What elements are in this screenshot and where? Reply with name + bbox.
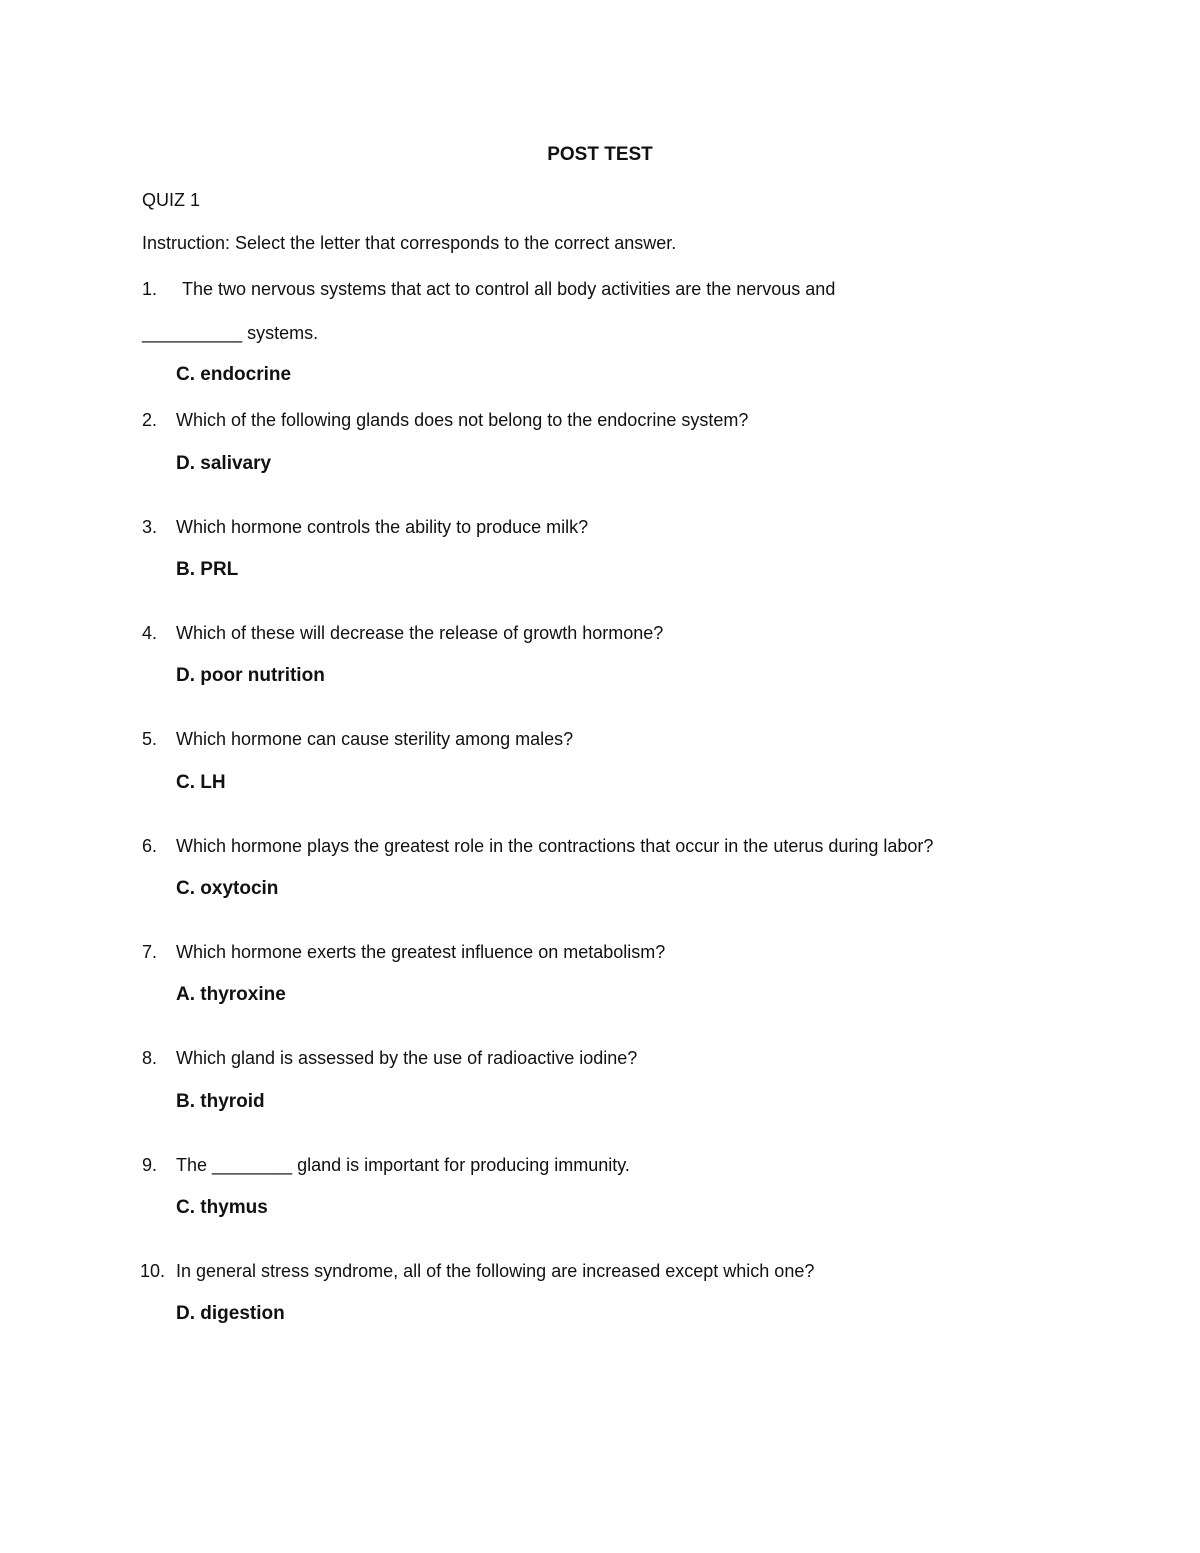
question-text: Which hormone plays the greatest role in the contractions that occur in the uterus during labor? bbox=[176, 836, 934, 856]
question-number: 10. bbox=[140, 1261, 166, 1281]
answer-3: B. PRL bbox=[176, 559, 239, 580]
question-number: 5. bbox=[142, 729, 158, 749]
question-number: 4. bbox=[142, 623, 158, 643]
question-text: The two nervous systems that act to control all body activities are the nervous and bbox=[182, 279, 836, 299]
answer-4: D. poor nutrition bbox=[176, 665, 325, 686]
question-number: 6. bbox=[142, 836, 158, 856]
question-text: In general stress syndrome, all of the following are increased except which one? bbox=[176, 1261, 815, 1281]
question-text: Which hormone controls the ability to produce milk? bbox=[176, 517, 589, 537]
question-number: 1. bbox=[142, 279, 158, 299]
question-text: Which hormone exerts the greatest influence on metabolism? bbox=[176, 942, 666, 962]
answer-1: C. endocrine bbox=[176, 364, 292, 385]
answer-6: C. oxytocin bbox=[176, 878, 279, 899]
question-text: Which hormone can cause sterility among males? bbox=[176, 729, 574, 749]
question-number: 3. bbox=[142, 517, 158, 537]
question-number: 8. bbox=[142, 1048, 158, 1068]
answer-5: C. LH bbox=[176, 772, 226, 793]
answer-8: B. thyroid bbox=[176, 1091, 265, 1112]
question-number: 9. bbox=[142, 1155, 158, 1175]
answer-7: A. thyroxine bbox=[176, 984, 286, 1005]
question-text: Which of the following glands does not belong to the endocrine system? bbox=[176, 410, 749, 430]
question-text: Which gland is assessed by the use of radioactive iodine? bbox=[176, 1048, 638, 1068]
answer-10: D. digestion bbox=[176, 1303, 285, 1324]
question-1-continuation: __________ systems. bbox=[142, 323, 319, 343]
question-number: 2. bbox=[142, 410, 158, 430]
question-text: The ________ gland is important for producing immunity. bbox=[176, 1155, 630, 1175]
question-text: Which of these will decrease the release of growth hormone? bbox=[176, 623, 664, 643]
page-title: POST TEST bbox=[547, 144, 653, 165]
instruction-text: Instruction: Select the letter that corresponds to the correct answer. bbox=[142, 233, 677, 253]
quiz-label: QUIZ 1 bbox=[142, 190, 201, 210]
answer-9: C. thymus bbox=[176, 1197, 268, 1218]
answer-2: D. salivary bbox=[176, 453, 272, 474]
question-number: 7. bbox=[142, 942, 158, 962]
